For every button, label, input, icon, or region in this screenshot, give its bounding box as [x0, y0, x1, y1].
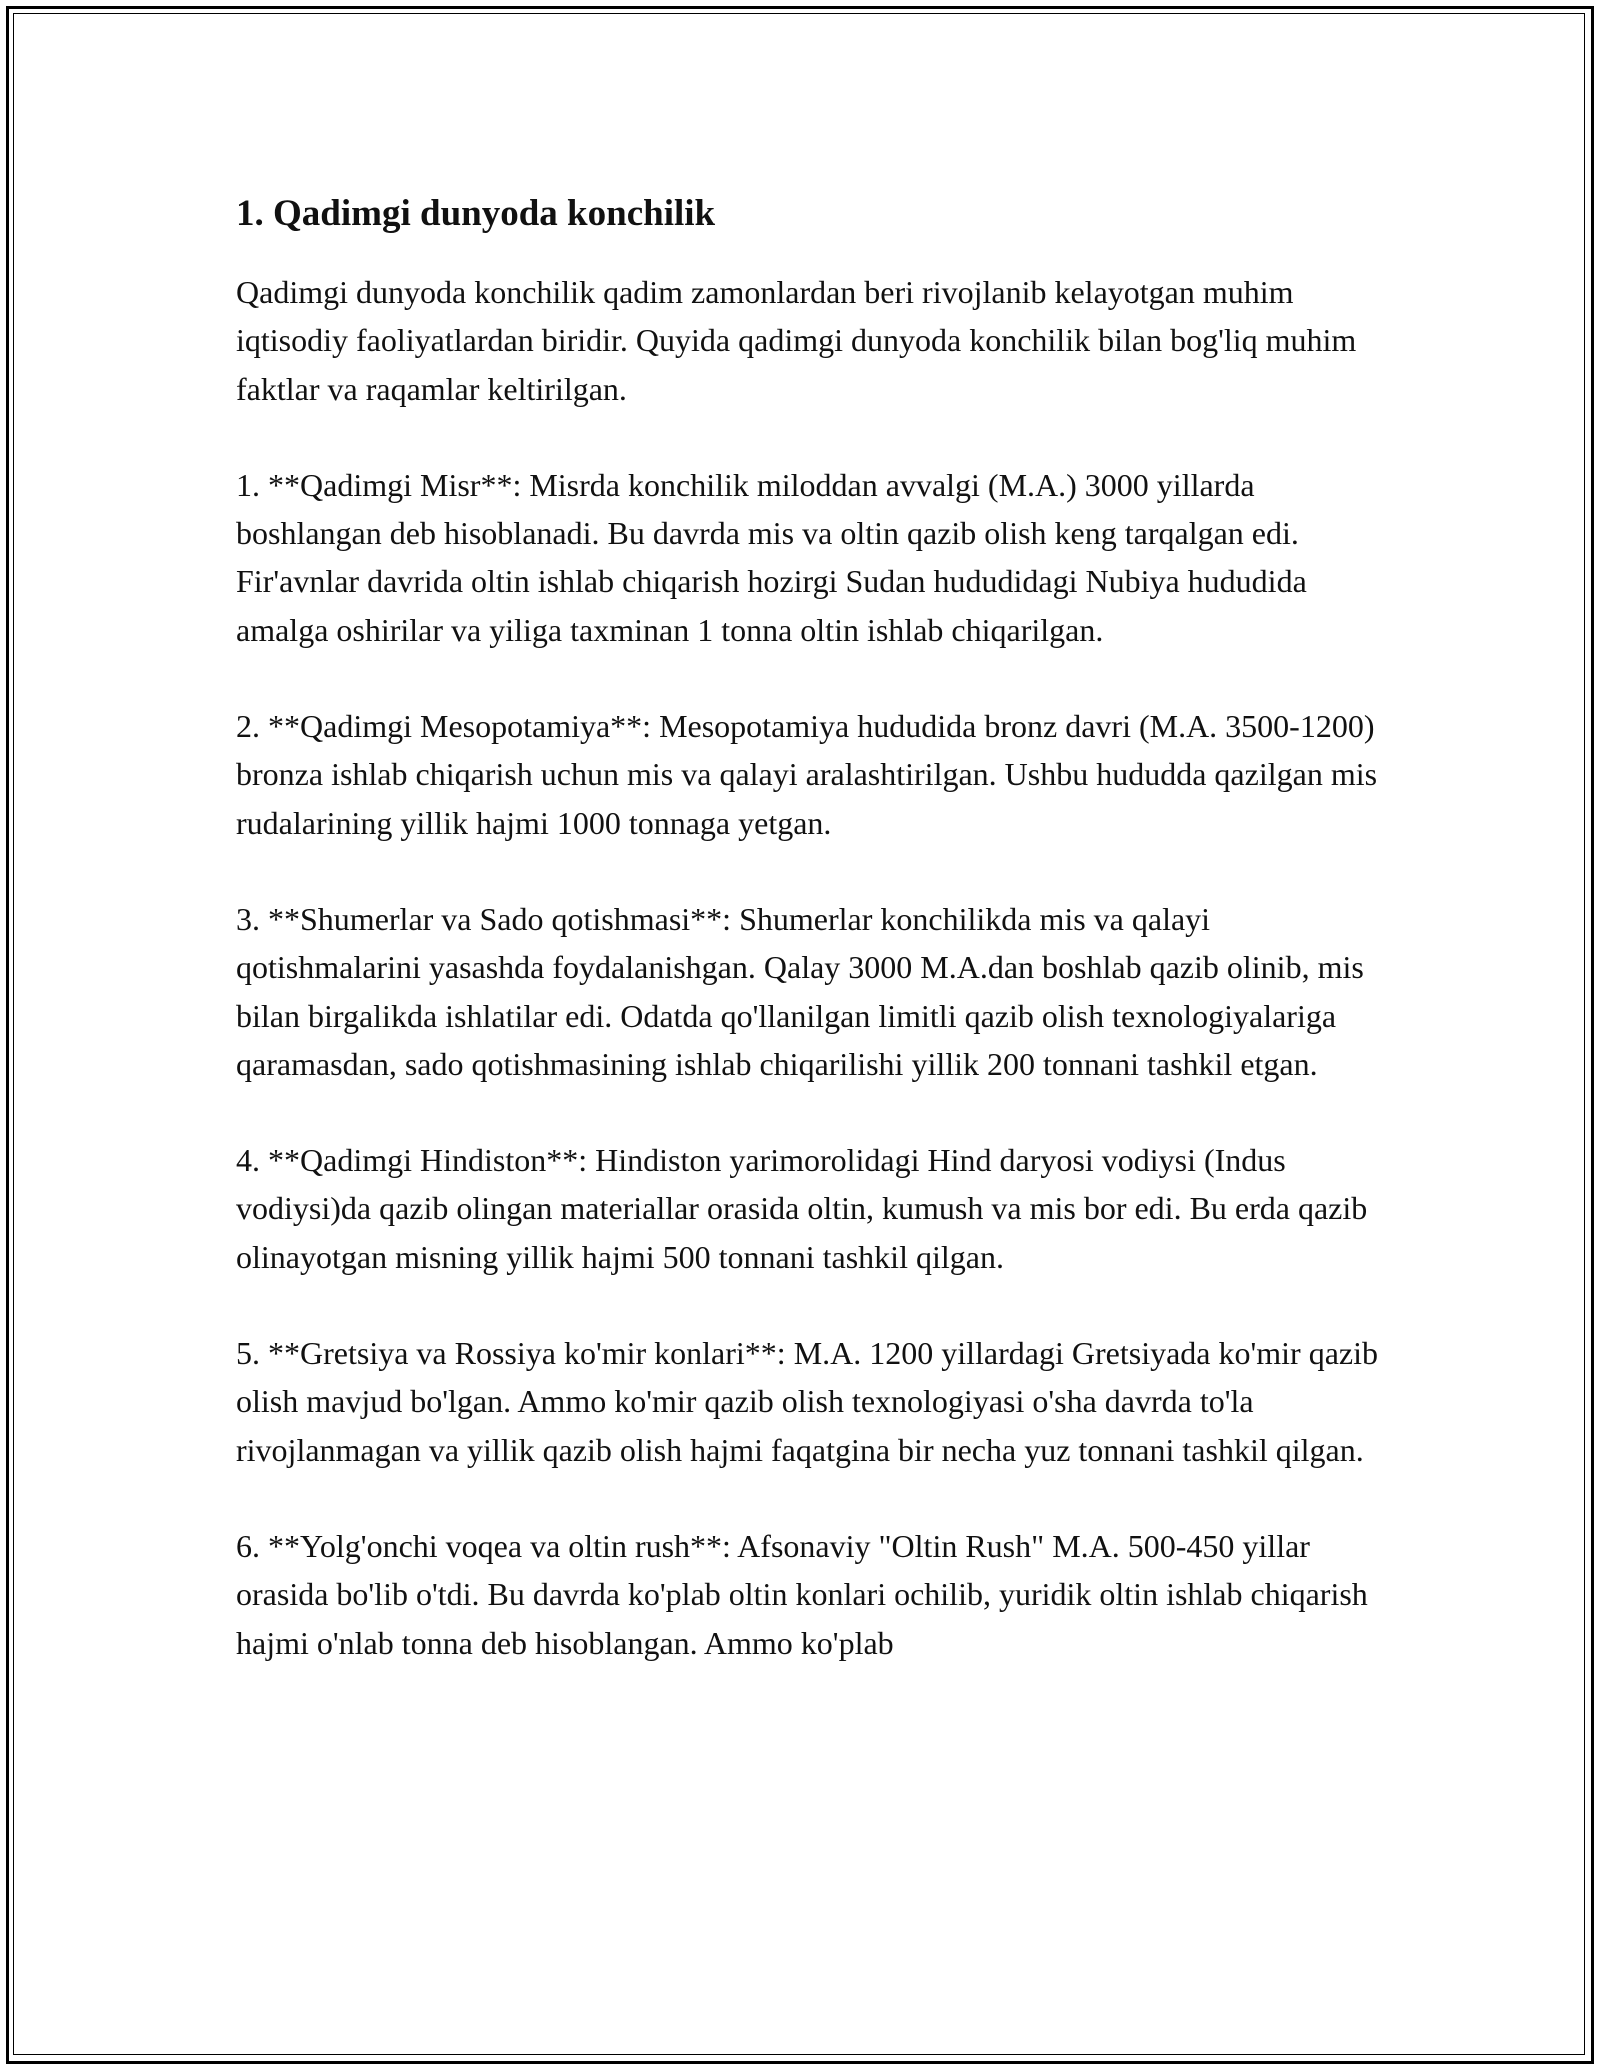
list-item-greece-russia: 5. **Gretsiya va Rossiya ko'mir konlari**: M.A. 1200 yillardagi Gretsiyada ko'mir qazib olish mavjud bo'lgan. Ammo ko'mir qazib olish texnologiyasi o'sha davrda to'la rivojlanmagan va yillik qazib olish hajmi faqatgina bir necha yuz tonnani tashkil qilgan. — [236, 1335, 1378, 1468]
intro-paragraph: Qadimgi dunyoda konchilik qadim zamonlardan beri rivojlanib kelayotgan muhim iqtisodiy faoliyatlardan biridir. Quyida qadimgi dunyoda konchilik bilan bog'liq muhim faktlar va raqamlar keltirilgan. — [236, 274, 1357, 407]
list-item-egypt: 1. **Qadimgi Misr**: Misrda konchilik miloddan avvalgi (M.A.) 3000 yillarda boshlangan deb hisoblanadi. Bu davrda mis va oltin qazib olish keng tarqalgan edi. Fir'avnlar davrida oltin ishlab chiqarish hozirgi Sudan hududidagi Nubiya hududida amalga oshirilar va yiliga taxminan 1 tonna oltin ishlab chiqarilgan. — [236, 466, 1307, 648]
list-item-gold-rush: 6. **Yolg'onchi voqea va oltin rush**: Afsonaviy "Oltin Rush" M.A. 500-450 yillar orasida bo'lib o'tdi. Bu davrda ko'plab oltin konlari ochilib, yuridik oltin ishlab chiqarish hajmi o'nlab tonna deb hisoblangan. Ammo ko'plab — [236, 1527, 1368, 1661]
list-item-india: 4. **Qadimgi Hindiston**: Hindiston yarimorolidagi Hind daryosi vodiysi (Indus vodiysi)da qazib olingan materiallar orasida oltin, kumush va mis bor edi. Bu erda qazib olinayotgan misning yillik hajmi 500 tonnani tashkil qilgan. — [236, 1142, 1368, 1275]
section-title: 1. Qadimgi dunyoda konchilik — [236, 193, 716, 234]
list-item-mesopotamia: 2. **Qadimgi Mesopotamiya**: Mesopotamiya hududida bronz davri (M.A. 3500-1200) bronza ishlab chiqarish uchun mis va qalayi aralashtirilgan. Ushbu hududda qazilgan mis rudalarining yillik hajmi 1000 tonnaga yetgan. — [236, 708, 1378, 841]
list-item-sumerians: 3. **Shumerlar va Sado qotishmasi**: Shumerlar konchilikda mis va qalayi qotishmalarini yasashda foydalanishgan. Qalay 3000 M.A.dan boshlab qazib olinib, mis bilan birgalikda ishlatilar edi. Odatda qo'llanilgan limitli qazib olish texnologiyalariga qaramasdan, sado qotishmasining ishlab chiqarilishi yillik 200 tonnani tashkil etgan. — [236, 900, 1364, 1082]
document-body — [236, 186, 1386, 1715]
